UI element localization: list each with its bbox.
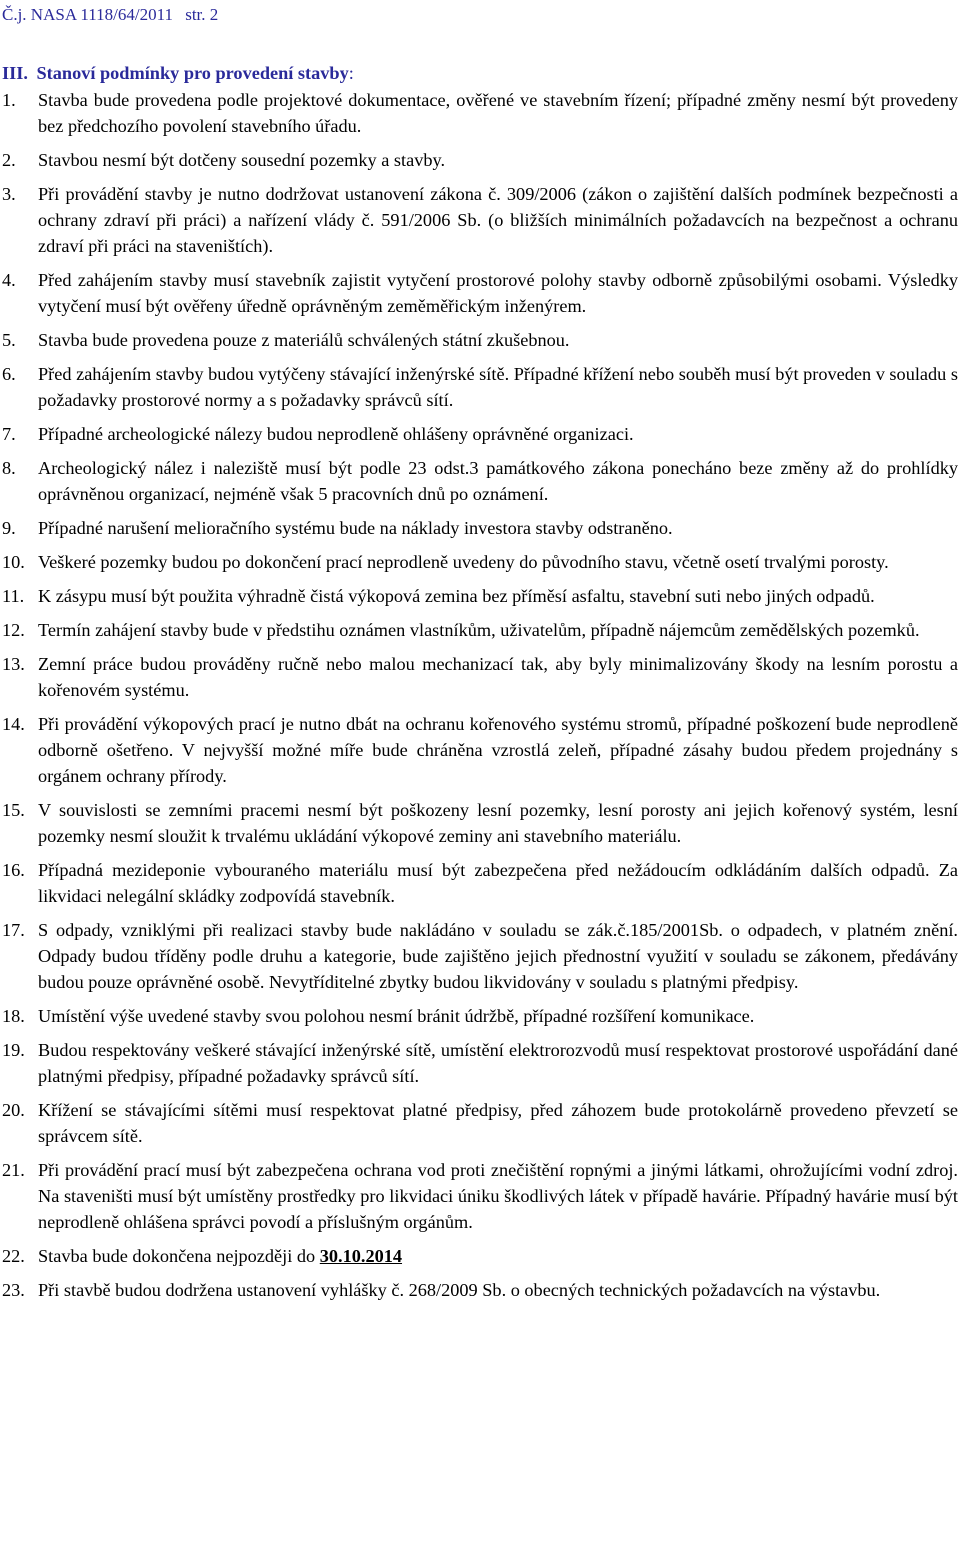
- list-item: [2, 147, 958, 173]
- list-item: [2, 1277, 958, 1303]
- item-text: Případné archeologické nálezy budou neprodleně ohlášeny oprávněné organizaci.: [38, 424, 634, 444]
- section-title: Stanoví podmínky pro provedení stavby: [36, 63, 349, 83]
- item-text: Stavba bude provedena pouze z materiálů schválených státní zkušebnou.: [38, 330, 570, 350]
- item-number: 9.: [2, 518, 16, 538]
- page-number: str. 2: [185, 5, 219, 24]
- item-text: Při stavbě budou dodržena ustanovení vyhlášky č. 268/2009 Sb. o obecných technických požadavcích na výstavbu.: [38, 1280, 881, 1300]
- list-item: [2, 917, 958, 995]
- item-number: 1.: [2, 90, 16, 110]
- item-text: Stavbou nesmí být dotčeny sousední pozemky a stavby.: [38, 150, 446, 170]
- item-number: 19.: [2, 1040, 25, 1060]
- conditions-list: [2, 87, 958, 1303]
- item-text: Při provádění prací musí být zabezpečena ochrana vod proti znečištění ropnými a jinými látkami, ohrožujícími vodní zdroj. Na staveništi musí být umístěny prostředky pro likvidaci úniku škodlivých látek v případě havárie. Případný havárie musí být neprodleně ohlášena správci povodí a příslušným orgánům.: [38, 1160, 958, 1232]
- item-text: Zemní práce budou prováděny ručně nebo malou mechanizací tak, aby byly minimalizovány škody na lesním porostu a kořenovém systému.: [38, 654, 958, 700]
- item-number: 18.: [2, 1006, 25, 1026]
- list-item: [2, 1157, 958, 1235]
- item-text: Křížení se stávajícími sítěmi musí respektovat platné předpisy, před záhozem bude protokolárně provedeno převzetí se správcem sítě.: [38, 1100, 958, 1146]
- list-item: [2, 711, 958, 789]
- item-text: Případná mezideponie vybouraného materiálu musí být zabezpečena před nežádoucím odkládáním dalších odpadů. Za likvidaci nelegální skládky zodpovídá stavebník.: [38, 860, 958, 906]
- item-number: 13.: [2, 654, 25, 674]
- completion-date: 30.10.2014: [319, 1246, 403, 1266]
- list-item: [2, 1037, 958, 1089]
- item-text: Stavba bude dokončena nejpozději do: [38, 1246, 320, 1266]
- item-text: Umístění výše uvedené stavby svou polohou nesmí bránit údržbě, případné rozšíření komunikace.: [38, 1006, 755, 1026]
- item-text: K zásypu musí být použita výhradně čistá výkopová zemina bez příměsí asfaltu, stavební suti nebo jiných odpadů.: [38, 586, 875, 606]
- list-item: [2, 515, 958, 541]
- item-number: 2.: [2, 150, 16, 170]
- item-text-wrap: [38, 1243, 958, 1269]
- page-header: [2, 0, 218, 30]
- list-item: [2, 87, 958, 139]
- list-item: [2, 327, 958, 353]
- list-item: [2, 797, 958, 849]
- item-number: 11.: [2, 586, 25, 606]
- item-text: Případné narušení melioračního systému bude na náklady investora stavby odstraněno.: [38, 518, 673, 538]
- item-text: S odpady, vzniklými při realizaci stavby bude nakládáno v souladu se zák.č.185/2001Sb. o odpadech, v platném znění. Odpady budou tříděny podle druhu a kategorie, bude zajištěno jejich přednostní využití v souladu se zákonem, předávány budou pouze oprávněné osobě. Nevytříditelné zbytky budou likvidovány v souladu s platnými předpisy.: [38, 920, 958, 992]
- item-text: Stavba bude provedena podle projektové dokumentace, ověřené ve stavebním řízení; případné změny nesmí být provedeny bez předchozího povolení stavebního úřadu.: [38, 90, 958, 136]
- item-number: 3.: [2, 184, 16, 204]
- list-item: [2, 455, 958, 507]
- list-item: [2, 857, 958, 909]
- item-number: 5.: [2, 330, 16, 350]
- list-item: [2, 1243, 958, 1269]
- list-item: [2, 549, 958, 575]
- list-item: [2, 651, 958, 703]
- item-number: 21.: [2, 1160, 25, 1180]
- list-item: [2, 361, 958, 413]
- item-text: Archeologický nález i naleziště musí být podle 23 odst.3 památkového zákona ponecháno beze změny až do prohlídky oprávněnou organizací, nejméně však 5 pracovních dnů po oznámení.: [38, 458, 958, 504]
- item-number: 15.: [2, 800, 25, 820]
- item-number: 6.: [2, 364, 16, 384]
- item-number: 8.: [2, 458, 16, 478]
- list-item: [2, 267, 958, 319]
- item-number: 17.: [2, 920, 25, 940]
- item-text: V souvislosti se zemními pracemi nesmí být poškozeny lesní pozemky, lesní porosty ani jejich kořenový systém, lesní pozemky nesmí sloužit k trvalému ukládání výkopové zeminy ani stavebního materiálu.: [38, 800, 958, 846]
- reference-number: Č.j. NASA 1118/64/2011: [2, 5, 173, 24]
- list-item: [2, 421, 958, 447]
- item-text: Před zahájením stavby musí stavebník zajistit vytyčení prostorové polohy stavby odborně způsobilými osobami. Výsledky vytyčení musí být ověřeny úředně oprávněným zeměměřickým inženýrem.: [38, 270, 958, 316]
- item-text: Budou respektovány veškeré stávající inženýrské sítě, umístění elektrorozvodů musí respektovat prostorové uspořádání dané platnými předpisy, případné požadavky správců sítí.: [38, 1040, 958, 1086]
- item-text: Při provádění stavby je nutno dodržovat ustanovení zákona č. 309/2006 (zákon o zajištění dalších podmínek bezpečnosti a ochrany zdraví při práci) a nařízení vlády č. 591/2006 Sb. (o bližších minimálních požadavcích na bezpečnost a ochranu zdraví při práci na staveništích).: [38, 184, 958, 256]
- section-colon: :: [348, 63, 354, 83]
- item-number: 12.: [2, 620, 25, 640]
- section-numeral: III.: [2, 63, 28, 83]
- item-text: Termín zahájení stavby bude v předstihu oznámen vlastníkům, uživatelům, případně nájemcům zemědělských pozemků.: [38, 620, 920, 640]
- item-text: Před zahájením stavby budou vytýčeny stávající inženýrské sítě. Případné křížení nebo souběh musí být proveden v souladu s požadavky prostorové normy a s požadavky správců sítí.: [38, 364, 958, 410]
- item-number: 22.: [2, 1246, 25, 1266]
- item-number: 23.: [2, 1280, 25, 1300]
- list-item: [2, 1097, 958, 1149]
- item-text: Při provádění výkopových prací je nutno dbát na ochranu kořenového systému stromů, případné poškození bude neprodleně odborně ošetřeno. V nejvyšší možné míře bude chráněna vzrostlá zeleň, případné zásahy budou předem projednány s orgánem ochrany přírody.: [38, 714, 958, 786]
- list-item: [2, 583, 958, 609]
- item-number: 16.: [2, 860, 25, 880]
- item-number: 20.: [2, 1100, 25, 1120]
- item-number: 14.: [2, 714, 25, 734]
- section-heading: [2, 61, 354, 85]
- list-item: [2, 1003, 958, 1029]
- item-text: Veškeré pozemky budou po dokončení prací neprodleně uvedeny do původního stavu, včetně osetí trvalými porosty.: [38, 552, 889, 572]
- item-number: 4.: [2, 270, 16, 290]
- item-number: 7.: [2, 424, 16, 444]
- item-number: 10.: [2, 552, 25, 572]
- list-item: [2, 617, 958, 643]
- list-item: [2, 181, 958, 259]
